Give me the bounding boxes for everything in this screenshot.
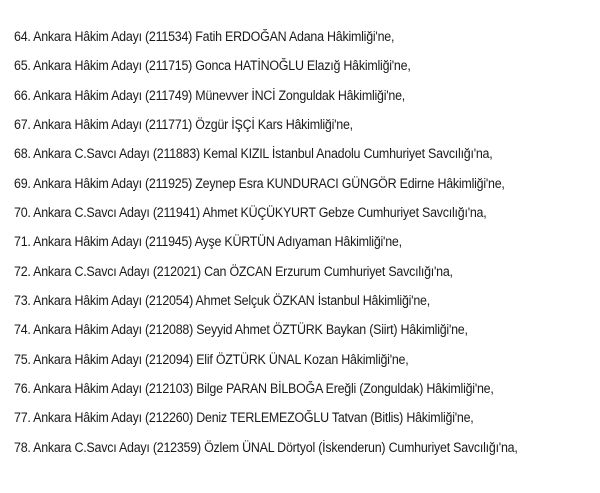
list-item: 64. Ankara Hâkim Adayı (211534) Fatih ERDOĞAN Adana Hâkimliği'ne, — [14, 29, 395, 44]
list-item: 78. Ankara C.Savcı Adayı (212359) Özlem ÜNAL Dörtyol (İskenderun) Cumhuriyet Savcılığı'na, — [14, 439, 518, 455]
list-item: 68. Ankara C.Savcı Adayı (211883) Kemal KIZIL İstanbul Anadolu Cumhuriyet Savcılığı'na, — [14, 146, 493, 162]
list-item: 72. Ankara C.Savcı Adayı (212021) Can ÖZCAN Erzurum Cumhuriyet Savcılığı'na, — [14, 263, 453, 279]
list-item: 73. Ankara Hâkim Adayı (212054) Ahmet Selçuk ÖZKAN İstanbul Hâkimliği'ne, — [14, 293, 430, 309]
list-item: 65. Ankara Hâkim Adayı (211715) Gonca HATİNOĞLU Elazığ Hâkimliği'ne, — [14, 58, 411, 74]
list-item: 69. Ankara Hâkim Adayı (211925) Zeynep Esra KUNDURACI GÜNGÖR Edirne Hâkimliği'ne, — [14, 175, 505, 191]
list-item: 70. Ankara C.Savcı Adayı (211941) Ahmet KÜÇÜKYURT Gebze Cumhuriyet Savcılığı'na, — [14, 205, 487, 221]
list-item: 74. Ankara Hâkim Adayı (212088) Seyyid Ahmet ÖZTÜRK Baykan (Siirt) Hâkimliği'ne, — [14, 322, 468, 338]
list-item: 67. Ankara Hâkim Adayı (211771) Özgür İŞÇİ Kars Hâkimliği'ne, — [14, 117, 353, 133]
list-item: 76. Ankara Hâkim Adayı (212103) Bilge PARAN BİLBOĞA Ereğli (Zonguldak) Hâkimliği'ne, — [14, 381, 494, 397]
list-item: 71. Ankara Hâkim Adayı (211945) Ayşe KÜRTÜN Adıyaman Hâkimliği'ne, — [14, 234, 402, 250]
list-item: 75. Ankara Hâkim Adayı (212094) Elif ÖZTÜRK ÜNAL Kozan Hâkimliği'ne, — [14, 351, 409, 367]
appointment-list — [14, 22, 555, 462]
list-item: 77. Ankara Hâkim Adayı (212260) Deniz TERLEMEZOĞLU Tatvan (Bitlis) Hâkimliği'ne, — [14, 410, 474, 426]
list-item: 66. Ankara Hâkim Adayı (211749) Münevver İNCİ Zonguldak Hâkimliği'ne, — [14, 87, 406, 103]
